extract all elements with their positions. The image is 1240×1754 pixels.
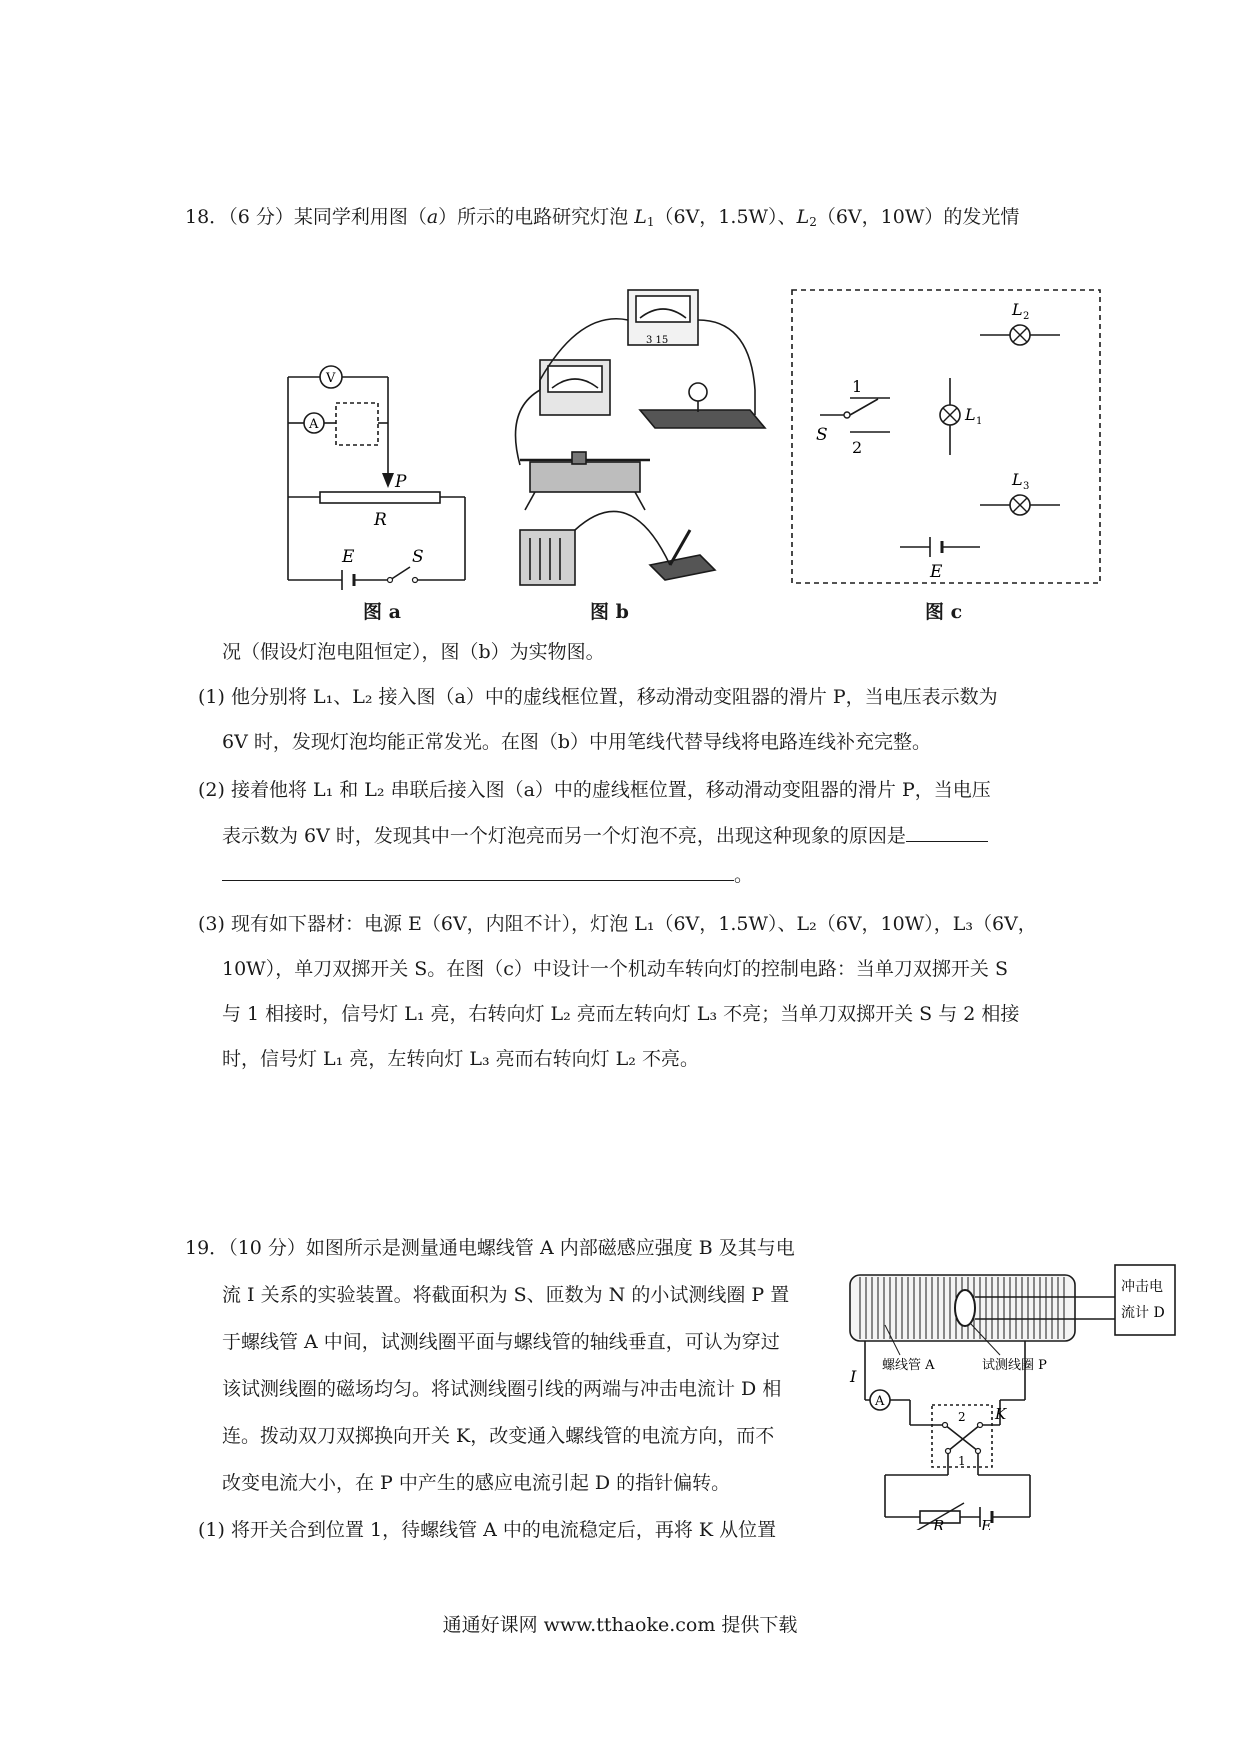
fig-a-label-s: S bbox=[412, 547, 424, 567]
q18-part2-line2 bbox=[222, 823, 988, 848]
q18-intro-a: 某同学利用图（ bbox=[293, 206, 427, 228]
fig-c-label-1: 1 bbox=[852, 377, 863, 396]
q18-part2-line2-text: 表示数为 6V 时，发现其中一个灯泡亮而另一个灯泡不亮，出现这种现象的原因是 bbox=[222, 825, 906, 847]
fig-c-label-l2-sub: 2 bbox=[1023, 311, 1030, 322]
figure-c-design-area bbox=[790, 285, 1105, 590]
q18-line2: 况（假设灯泡电阻恒定），图（b）为实物图。 bbox=[222, 641, 605, 663]
fig-a-label-e: E bbox=[342, 547, 355, 567]
fig19-label-r: R bbox=[933, 1517, 945, 1530]
q18-L2-sub: 2 bbox=[809, 215, 817, 229]
fig-a-label-v: V bbox=[326, 371, 336, 386]
q18-part2-line1: (2) 接着他将 L₁ 和 L₂ 串联后接入图（a）中的虚线框位置，移动滑动变阻器的滑片 P，当电压 bbox=[198, 779, 991, 801]
fig19-label-a: A bbox=[875, 1394, 885, 1409]
figure-b-apparatus bbox=[500, 280, 780, 595]
fig-c-label-2: 2 bbox=[852, 438, 863, 457]
fig19-label-2: 2 bbox=[958, 1410, 966, 1424]
figure-c-caption: 图 c bbox=[925, 601, 963, 623]
q18-L2: L bbox=[796, 206, 810, 228]
fig-c-label-s: S bbox=[816, 425, 828, 445]
q18-part1-line2: 6V 时，发现灯泡均能正常发光。在图（b）中用笔线代替导线将电路连线补充完整。 bbox=[222, 731, 932, 753]
lamp-l1-icon bbox=[940, 405, 960, 425]
page-footer: 通通好课网 www.tthaoke.com 提供下载 bbox=[442, 1614, 798, 1636]
q19-line3: 于螺线管 A 中间，试测线圈平面与螺线管的轴线垂直，可认为穿过 bbox=[222, 1331, 780, 1353]
q19-line6: 改变电流大小，在 P 中产生的感应电流引起 D 的指针偏转。 bbox=[222, 1472, 731, 1494]
q19-part1-line1: (1) 将开关合到位置 1，待螺线管 A 中的电流稳定后，再将 K 从位置 bbox=[198, 1519, 777, 1541]
figure-19-apparatus bbox=[840, 1255, 1180, 1530]
q18-part3-line1: (3) 现有如下器材：电源 E（6V，内阻不计），灯泡 L₁（6V，1.5W）、L₂（6V，10W），L₃（6V， bbox=[198, 913, 1037, 935]
ballistic-galvanometer bbox=[1115, 1265, 1175, 1335]
fig-a-label-r: R bbox=[374, 510, 387, 530]
q18-part1-line1: (1) 他分别将 L₁、L₂ 接入图（a）中的虚线框位置，移动滑动变阻器的滑片 P，当电压表示数为 bbox=[198, 686, 998, 708]
q18-number: 18． bbox=[185, 206, 229, 228]
q19-line5: 连。拨动双刀双掷换向开关 K，改变通入螺线管的电流方向，而不 bbox=[222, 1425, 775, 1447]
q18-fig-a-ref: a bbox=[426, 206, 439, 228]
test-coil-icon bbox=[955, 1290, 975, 1326]
q18-part2-line3 bbox=[222, 862, 753, 887]
fig19-meter-label-2: 流计 D bbox=[1121, 1305, 1165, 1321]
fig-c-label-l3-sub: 3 bbox=[1023, 481, 1030, 492]
q18-L2-spec: （6V，10W）的发光情 bbox=[816, 206, 1020, 228]
fig-c-label-l2: L bbox=[1012, 300, 1023, 319]
fig-c-label-e: E bbox=[930, 562, 943, 582]
q19-line1-text: （10 分）如图所示是测量通电螺线管 A 内部磁感应强度 B 及其与电 bbox=[228, 1237, 795, 1259]
fig19-label-coil: 试测线圈 P bbox=[982, 1358, 1047, 1373]
q18-intro-b: ）所示的电路研究灯泡 bbox=[438, 206, 629, 228]
fig19-label-solenoid: 螺线管 A bbox=[882, 1358, 935, 1373]
fig-c-label-l1: L bbox=[965, 405, 976, 424]
slider-arrow-icon bbox=[382, 473, 394, 488]
q18-L1: L bbox=[634, 206, 647, 228]
figure-a-circuit bbox=[270, 355, 480, 595]
fig-c-label-l3: L bbox=[1012, 470, 1023, 489]
q19-line4: 该试测线圈的磁场均匀。将试测线圈引线的两端与冲击电流计 D 相 bbox=[222, 1378, 782, 1400]
fig19-label-e: E bbox=[981, 1517, 992, 1530]
q19-line1 bbox=[185, 1236, 795, 1260]
q18-part2-end: 。 bbox=[734, 864, 754, 886]
q18-L1-sub: 1 bbox=[646, 215, 655, 229]
lamp-l3-icon bbox=[1010, 495, 1030, 515]
figure-b-caption: 图 b bbox=[590, 601, 629, 623]
fig-a-label-p: P bbox=[395, 472, 407, 492]
q18-score: （6 分） bbox=[228, 206, 294, 228]
fig19-label-k: K bbox=[995, 1405, 1007, 1423]
q18-L1-spec: （6V，1.5W）、 bbox=[654, 206, 797, 228]
fig-c-label-l1-sub: 1 bbox=[976, 416, 983, 427]
fig-a-label-a: A bbox=[309, 417, 319, 432]
answer-blank-2[interactable] bbox=[222, 862, 734, 881]
q18-line1 bbox=[185, 205, 1019, 234]
fig-b-meter-scale: 3 15 bbox=[646, 335, 669, 346]
q18-part3-line4: 时，信号灯 L₁ 亮，左转向灯 L₃ 亮而右转向灯 L₂ 不亮。 bbox=[222, 1048, 699, 1070]
figure-a-caption: 图 a bbox=[363, 601, 401, 623]
lamp-l2-icon bbox=[1010, 325, 1030, 345]
fig19-meter-label-1: 冲击电 bbox=[1121, 1279, 1163, 1295]
q18-part3-line3: 与 1 相接时，信号灯 L₁ 亮，右转向灯 L₂ 亮而左转向灯 L₃ 不亮；当单刀双掷开关 S 与 2 相接 bbox=[222, 1003, 1020, 1025]
fig19-label-i: I bbox=[850, 1367, 857, 1386]
q18-part3-line2: 10W），单刀双掷开关 S。在图（c）中设计一个机动车转向灯的控制电路：当单刀双掷开关 S bbox=[222, 958, 1008, 980]
fig19-label-1: 1 bbox=[958, 1454, 966, 1468]
answer-blank-1[interactable] bbox=[906, 823, 988, 842]
q19-line2: 流 I 关系的实验装置。将截面积为 S、匝数为 N 的小试测线圈 P 置 bbox=[222, 1284, 790, 1306]
q19-number: 19． bbox=[185, 1237, 229, 1259]
